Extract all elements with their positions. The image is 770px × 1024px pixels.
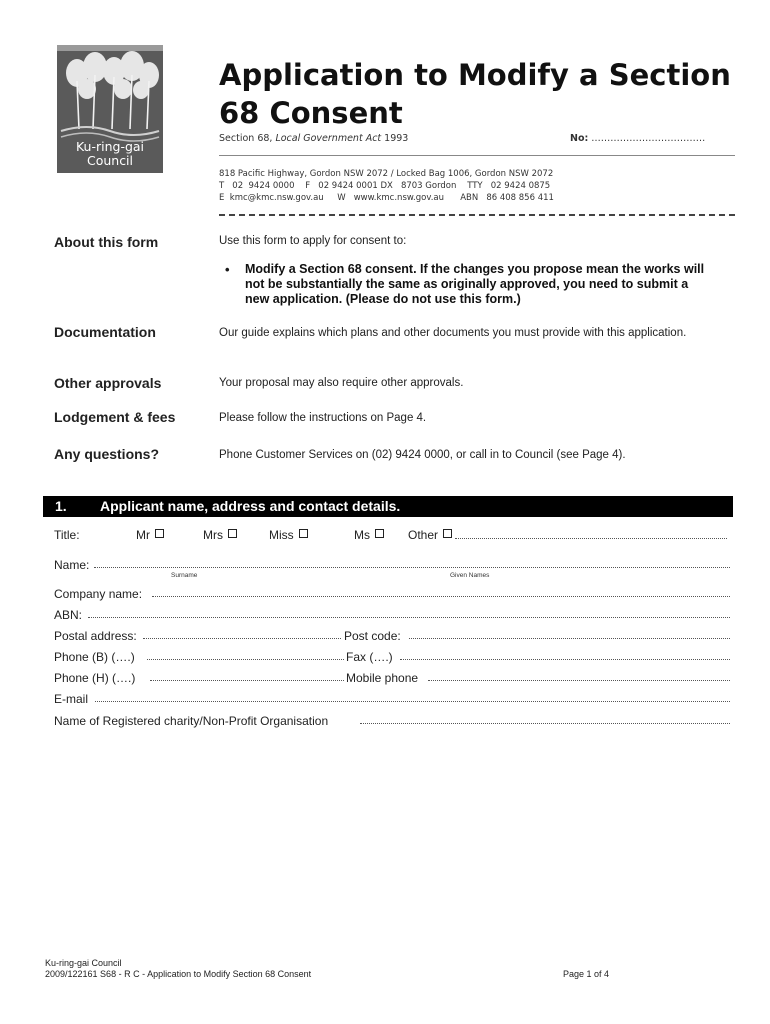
title-option-other-label: Other xyxy=(408,528,439,542)
surname-caption: Surname xyxy=(171,572,198,579)
contact-phones: T 02 9424 0000 F 02 9424 0001 DX 8703 Gordon TTY 02 9424 0875 xyxy=(219,181,551,191)
title-option-miss-label: Miss xyxy=(269,528,294,542)
page-number: Page 1 of 4 xyxy=(563,969,610,979)
abn-label: ABN: xyxy=(54,608,83,622)
email-field[interactable] xyxy=(95,692,730,702)
lodgement-label: Lodgement & fees xyxy=(54,409,176,425)
title-label: Title: xyxy=(54,528,80,542)
title-option-other[interactable] xyxy=(408,528,727,542)
email-label: E-mail xyxy=(54,692,89,706)
bullet-marker: • xyxy=(225,262,230,277)
mobile-field[interactable] xyxy=(428,671,730,681)
questions-label: Any questions? xyxy=(54,446,160,462)
section-1-header xyxy=(43,496,733,517)
contact-address: 818 Pacific Highway, Gordon NSW 2072 / Locked Bag 1006, Gordon NSW 2072 xyxy=(219,169,554,179)
other-approvals-text: Your proposal may also require other approvals. xyxy=(219,377,464,389)
act-year: 1993 xyxy=(381,133,409,144)
questions-text: Phone Customer Services on (02) 9424 0000, or call in to Council (see Page 4). xyxy=(219,449,626,461)
fax-field[interactable] xyxy=(400,650,730,660)
company-label: Company name: xyxy=(54,587,143,601)
title-option-mr[interactable] xyxy=(136,528,164,542)
title-option-mr-label: Mr xyxy=(136,528,150,542)
application-number-field[interactable] xyxy=(570,133,705,144)
council-logo xyxy=(57,45,163,173)
logo-text-line1: Ku-ring-gai xyxy=(75,139,145,154)
lodgement-text: Please follow the instructions on Page 4. xyxy=(219,412,427,424)
phone-home-label: Phone (H) (….) xyxy=(54,671,136,685)
phone-business-field[interactable] xyxy=(147,650,344,660)
name-label: Name: xyxy=(54,558,90,572)
title-option-miss[interactable] xyxy=(269,528,308,542)
other-approvals-label: Other approvals xyxy=(54,375,162,391)
checkbox-miss[interactable] xyxy=(299,529,308,538)
title-option-ms[interactable] xyxy=(354,528,384,542)
footer-org: Ku-ring-gai Council xyxy=(45,958,122,968)
no-dots: ……………………………… xyxy=(588,133,706,144)
abn-field[interactable] xyxy=(88,608,730,618)
footer-doc-ref: 2009/122161 S68 - R C - Application to Modify Section 68 Consent xyxy=(45,969,312,979)
postcode-field[interactable] xyxy=(409,629,730,639)
charity-field[interactable] xyxy=(360,714,730,724)
company-field[interactable] xyxy=(152,587,730,597)
title-option-mrs-label: Mrs xyxy=(203,528,223,542)
checkbox-mr[interactable] xyxy=(155,529,164,538)
section-reference xyxy=(219,133,408,144)
postcode-label: Post code: xyxy=(344,629,401,643)
header-rule xyxy=(219,155,735,156)
fax-label: Fax (….) xyxy=(346,650,393,664)
charity-label: Name of Registered charity/Non-Profit Organisation xyxy=(54,714,329,728)
about-bullet: Modify a Section 68 consent. If the changes you propose mean the works will not be substantially the same as originally approved, you need to submit a new application. (Please do not use this form.) xyxy=(245,262,705,306)
checkbox-other[interactable] xyxy=(443,529,452,538)
about-label: About this form xyxy=(54,234,159,250)
contact-web: E kmc@kmc.nsw.gov.au W www.kmc.nsw.gov.au ABN 86 408 856 411 xyxy=(219,193,554,203)
about-intro: Use this form to apply for consent to: xyxy=(219,235,407,247)
contact-details xyxy=(219,168,554,204)
other-title-field[interactable] xyxy=(455,529,727,539)
section-1-title: Applicant name, address and contact details. xyxy=(100,498,401,514)
act-name: Local Government Act xyxy=(275,133,382,144)
title-option-mrs[interactable] xyxy=(203,528,237,542)
mobile-label: Mobile phone xyxy=(346,671,419,685)
documentation-text: Our guide explains which plans and other documents you must provide with this application. xyxy=(219,327,687,339)
no-label: No: xyxy=(570,133,589,144)
title-option-ms-label: Ms xyxy=(354,528,370,542)
logo-text-line2: Council xyxy=(86,153,134,168)
postal-address-label: Postal address: xyxy=(54,629,137,643)
section-1-number: 1. xyxy=(55,498,67,514)
postal-address-field[interactable] xyxy=(143,629,341,639)
page-title: Application to Modify a Section 68 Consent xyxy=(219,58,731,130)
documentation-label: Documentation xyxy=(54,324,156,340)
section-prefix: Section 68, xyxy=(219,133,276,144)
given-names-caption: Given Names xyxy=(450,572,490,579)
name-field[interactable] xyxy=(94,558,730,568)
footer-left xyxy=(45,958,311,980)
checkbox-ms[interactable] xyxy=(375,529,384,538)
phone-home-field[interactable] xyxy=(150,671,344,681)
checkbox-mrs[interactable] xyxy=(228,529,237,538)
dashed-divider xyxy=(219,214,735,216)
phone-business-label: Phone (B) (….) xyxy=(54,650,135,664)
